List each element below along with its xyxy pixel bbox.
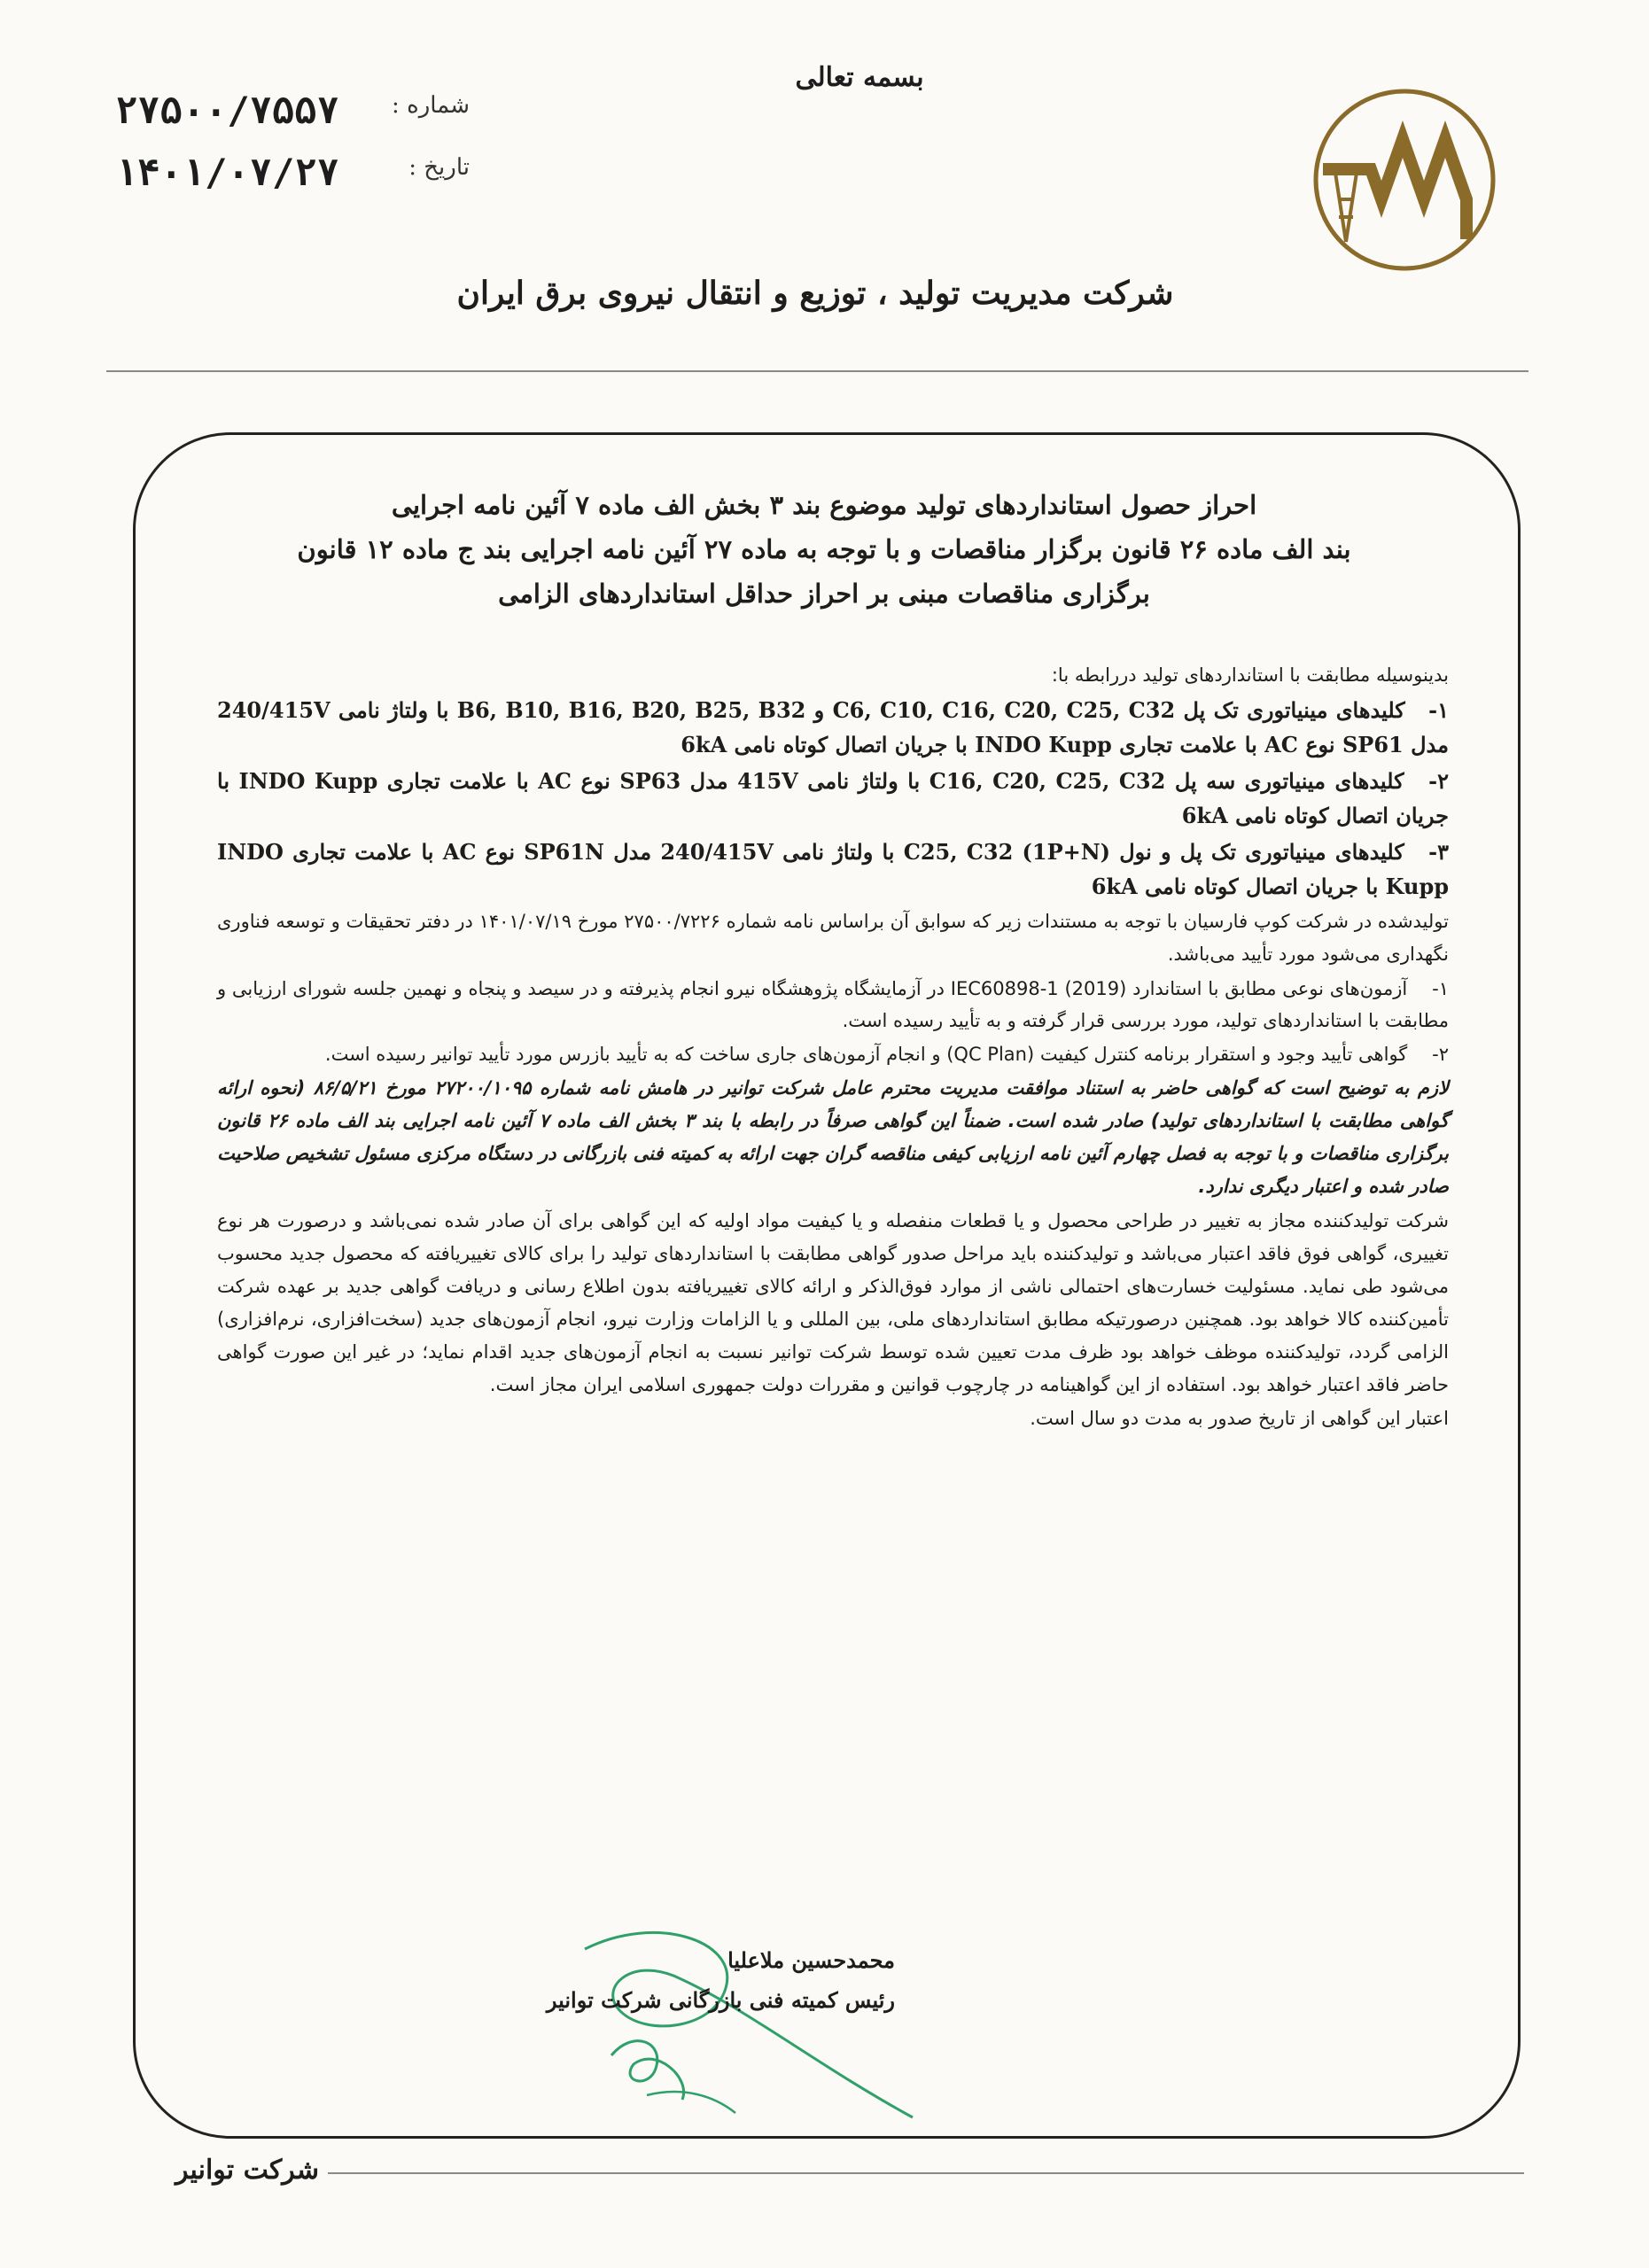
letter-date-label: تاریخ :	[408, 154, 470, 181]
signature-block	[523, 1940, 895, 2020]
standard-item-number: ۱-	[1428, 697, 1450, 723]
title-line: برگزاری مناقصات مبنی بر احراز حداقل استانداردهای الزامی	[498, 579, 1150, 609]
title-line: احراز حصول استانداردهای تولید موضوع بند ۳ بخش الف ماده ۷ آئین نامه اجرایی	[391, 490, 1257, 520]
condition-item-text: آزمون‌های نوعی مطابق با استاندارد IEC60898-1 (2019) در آزمایشگاه پژوهشگاه نیرو انجام پذیرفته و در سیصد و پنجاه و نهمین جلسه شورای ارزیابی و مطابقت با استانداردهای تولید، مورد بررسی قرار گرفته و به تأیید رسیده است.	[217, 978, 1449, 1031]
standard-item	[217, 835, 1449, 904]
condition-item-number: ۱-	[1432, 978, 1450, 999]
standard-item-text: کلیدهای مینیاتوری تک پل C6, C10, C16, C20, C25, C32 و B6, B10, B16, B20, B25, B32 با ولتاژ نامی 240/415V مدل SP61 نوع AC با علامت تجاری INDO Kupp با جریان اتصال کوتاه نامی 6kA	[217, 697, 1449, 757]
company-name: شرکت مدیریت تولید ، توزیع و انتقال نیروی برق ایران	[456, 275, 1174, 312]
letter-date-row	[115, 151, 470, 204]
standard-item-number: ۳-	[1428, 839, 1450, 865]
explanatory-note: لازم به توضیح است که گواهی حاضر به استناد موافقت مدیریت محترم عامل شرکت توانیر در هامش نامه شماره ۲۷۲۰۰/۱۰۹۵ مورخ ۸۶/۵/۲۱ (نحوه ارائه گواهی مطابقت با استانداردهای تولید) صادر شده است. ضمناً این گواهی صرفاً در رابطه با بند ۳ بخش الف ماده ۷ آئین نامه اجرایی بند الف ماده ۲۶ قانون برگزاری مناقصات و با توجه به فصل چهارم آئین نامه ارزیابی کیفی مناقصه گران جهت ارائه به کمیته فنی بازرگانی در دستگاه مرکزی مسئول تشخیص صلاحیت صادر شده و اعتبار دیگری ندارد.	[217, 1077, 1450, 1197]
obligations-paragraph: شرکت تولیدکننده مجاز به تغییر در طراحی محصول و یا قطعات منفصله و یا کیفیت مواد اولیه که این گواهی برای آن صادر شده نمی‌باشد و درصورت هر نوع تغییری، گواهی فوق فاقد اعتبار می‌باشد و تولیدکننده باید مراحل صدور گواهی مطابقت با استانداردهای تولید را برای کالای تغییریافته که محصول جدید محسوب می‌شود طی نماید. مسئولیت خسارت‌های احتمالی ناشی از موارد فوق‌الذکر و ارائه کالای تغییریافته بدون اطلاع رسانی و دریافت گواهی جدید بر عهده شرکت تأمین‌کننده کالا خواهد بود. همچنین درصورتیکه مطابق استانداردهای ملی، بین المللی و یا الزامات وزارت نیرو، انجام آزمون‌های جدید (سخت‌افزاری، نرم‌افزاری) الزامی گردد، تولیدکننده موظف خواهد بود ظرف مدت تعیین شده توسط شرکت توانیر نسبت به انجام آزمون‌های جدید اقدام نماید؛ در غیر این صورت گواهی حاضر فاقد اعتبار خواهد بود. استفاده از این گواهینامه در چارچوب قوانین و مقررات دولت جمهوری اسلامی ایران مجاز است.	[217, 1210, 1449, 1395]
letter-meta	[115, 89, 470, 204]
condition-item	[217, 1038, 1449, 1070]
standard-item-text: کلیدهای مینیاتوری سه پل C16, C20, C25, C32 با ولتاژ نامی 415V مدل SP63 نوع AC با علامت تجاری INDO Kupp با جریان اتصال کوتاه نامی 6kA	[217, 768, 1449, 828]
certificate-body	[217, 660, 1449, 1436]
signatory-title: رئیس کمیته فنی بازرگانی شرکت توانیر	[546, 1987, 895, 2013]
company-logo-icon	[1289, 84, 1520, 279]
standard-item-text: کلیدهای مینیاتوری تک پل و نول (1P+N) C25, C32 با ولتاژ نامی 240/415V مدل SP61N نوع AC با علامت تجاری INDO Kupp با جریان اتصال کوتاه نامی 6kA	[217, 839, 1449, 899]
signatory-name: محمدحسین ملاعلیا	[727, 1947, 895, 1973]
footer-company-name: شرکت توانیر	[175, 2155, 319, 2186]
condition-item	[217, 973, 1449, 1037]
footer-divider	[328, 2172, 1524, 2174]
standard-item-number: ۲-	[1428, 768, 1450, 794]
letter-date-value: ۱۴۰۱/۰۷/۲۷	[115, 151, 339, 194]
produced-paragraph: تولیدشده در شرکت کوپ فارسیان با توجه به مستندات زیر که سوابق آن براساس نامه شماره ۲۷۵۰۰/۷۲۲۶ مورخ ۱۴۰۱/۰۷/۱۹ در دفتر تحقیقات و توسعه فناوری نگهداری می‌شود مورد تأیید می‌باشد.	[217, 911, 1449, 965]
invocation-text: بسمه تعالی	[795, 62, 924, 93]
validity-statement: اعتبار این گواهی از تاریخ صدور به مدت دو سال است.	[1030, 1408, 1449, 1429]
condition-item-text: گواهی تأیید وجود و استقرار برنامه کنترل کیفیت (QC Plan) و انجام آزمون‌های جاری ساخت که به تأیید بازرس مورد تأیید توانیر رسیده است.	[324, 1044, 1408, 1065]
letter-number-row	[115, 89, 470, 142]
letter-number-label: شماره :	[392, 92, 470, 119]
header-divider	[106, 370, 1528, 372]
standard-item	[217, 764, 1449, 833]
condition-item-number: ۲-	[1432, 1044, 1449, 1065]
certificate-title	[204, 483, 1444, 616]
standard-item	[217, 693, 1449, 762]
intro-text: بدینوسیله مطابقت با استانداردهای تولید دررابطه با:	[1051, 664, 1449, 686]
letter-number-value: ۲۷۵۰۰/۷۵۵۷	[115, 89, 339, 132]
title-line: بند الف ماده ۲۶ قانون برگزار مناقصات و با توجه به ماده ۲۷ آئین نامه اجرایی بند ج ماده ۱۲ قانون	[297, 534, 1351, 564]
